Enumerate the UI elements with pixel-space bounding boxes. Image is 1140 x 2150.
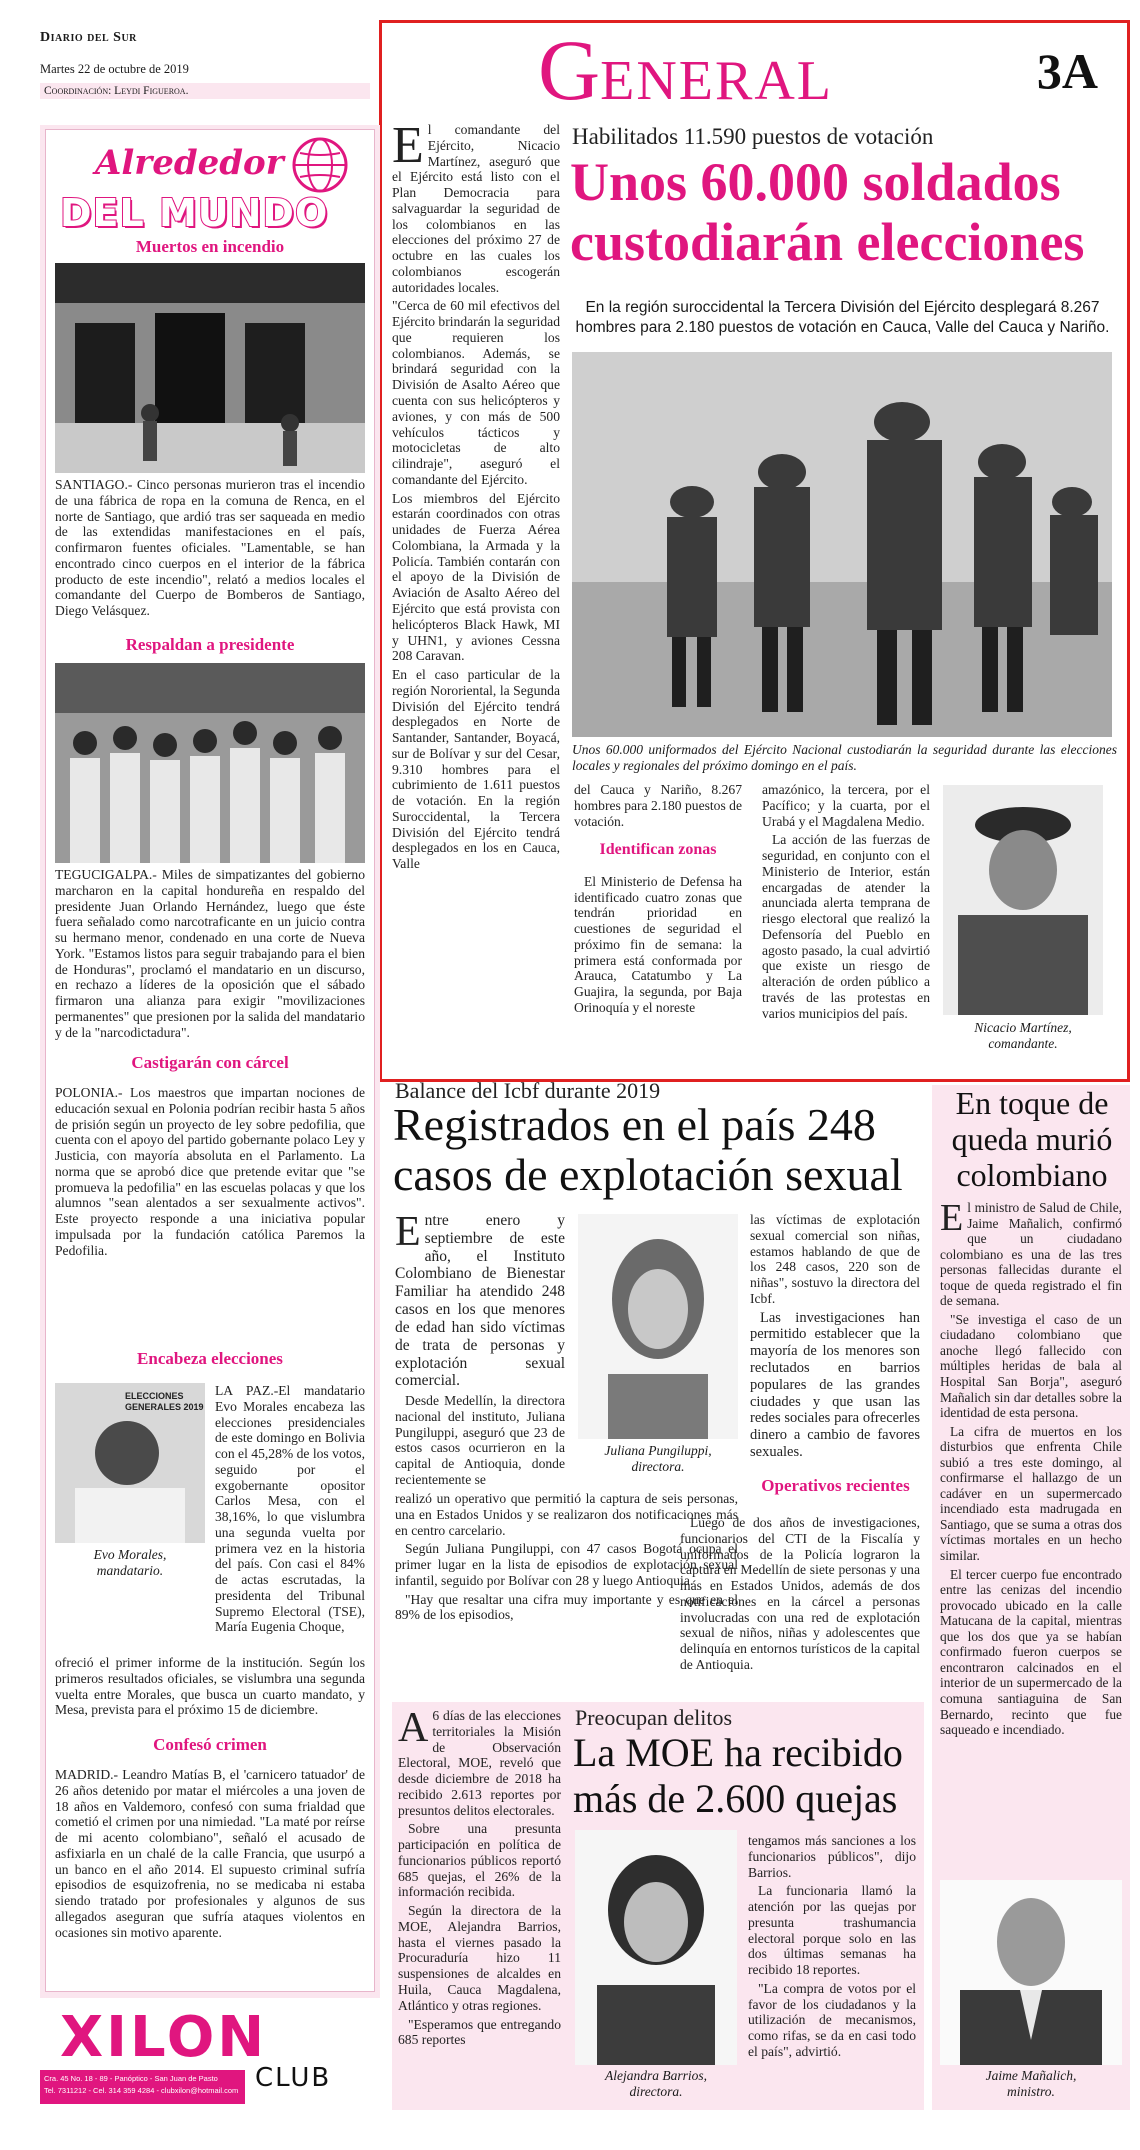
moe-col1-p3: Según la directora de la MOE, Alejandra Barrios, hasta el viernes pasado la Procuraduría hizo 11 suspensiones de alcaldes en Huila, Cauca Magdalena, Atlántico y otras regiones. bbox=[398, 1903, 561, 2013]
xilon-club-ad[interactable] bbox=[40, 2005, 380, 2110]
ad-brand: XILON bbox=[60, 2005, 268, 2070]
item-title-castigaran: Castigarán con cárcel bbox=[131, 1053, 289, 1072]
juliana-caption bbox=[578, 1443, 738, 1475]
coordination-text: Coordinación: Leydi Figueroa. bbox=[44, 85, 189, 97]
lead-col2-p1: del Cauca y Nariño, 8.267 hombres para 2.180 puestos de votación. bbox=[574, 782, 742, 829]
icbf-headline-line-2: casos de explotación sexual bbox=[393, 1149, 903, 1200]
lead-subhead: Identifican zonas bbox=[599, 841, 717, 859]
nicacio-caption-name: Nicacio Martínez, bbox=[974, 1020, 1072, 1035]
toque-headline-line-3: colombiano bbox=[956, 1157, 1108, 1193]
lead-headline-line-1: Unos 60.000 soldados bbox=[570, 152, 1061, 212]
toque-headline bbox=[937, 1085, 1127, 1193]
moe-col3-p2: La funcionaria llamó la atención por las quejas por presunta trashumancia electoral porque solo en las dos últimas semanas ha recibido 18 reportes. bbox=[748, 1883, 916, 1978]
icbf-col1-p1: ntre enero y septiembre de este año, el Instituto Colombiano de Bienestar Familiar ha atendido 248 casos en los que menores de edad han sido víctimas de trata de personas y explotación sexual comercial. bbox=[395, 1212, 565, 1390]
jaime-manalich-photo bbox=[940, 1880, 1122, 2065]
moe-kicker: Preocupan delitos bbox=[575, 1705, 733, 1730]
paper-name: Diario del Sur bbox=[40, 30, 137, 45]
item-title-confeso: Confesó crimen bbox=[153, 1735, 267, 1754]
icbf-col-1 bbox=[395, 1209, 565, 1491]
toque-p3: La cifra de muertos en los disturbios que enfrenta Chile subió a tres este domingo, al confirmarse el hallazgo de un cadáver en un supermercado incendiado esta madrugada en Santiago, que se suma a otras dos víctimas mortales en un hecho similar. bbox=[940, 1423, 1122, 1564]
manalich-caption bbox=[940, 2068, 1122, 2100]
section-header-initial: G bbox=[538, 22, 601, 118]
barrios-caption bbox=[575, 2068, 737, 2100]
icbf-headline bbox=[393, 1100, 933, 1200]
toque-p4: El tercer cuerpo fue encontrado entre las cenizas del incendio provocado ubicado en la calle Matucana de la capital, mientras que los dos que ya se habían confirmado fueron cuerpos se encontraron calcinados en el interior de un supermercado de la comuna santiaguina de San Bernardo, recinto que fue saqueado e incendiado. bbox=[940, 1566, 1122, 1738]
moe-col1-p4: "Esperamos que entregando 685 reportes bbox=[398, 2016, 561, 2048]
icbf-wide-p3: "Hay que resaltar una cifra muy importante y es que en el 89% de los episodios, bbox=[395, 1591, 738, 1623]
coordination-bar bbox=[40, 83, 370, 99]
section-header-rest: ENERAL bbox=[600, 50, 833, 112]
evo-photo-label-1: ELECCIONES bbox=[125, 1391, 184, 1401]
item-title-encabeza: Encabeza elecciones bbox=[137, 1349, 283, 1368]
world-sidebar bbox=[40, 125, 380, 1998]
ad-address-bar bbox=[40, 2070, 245, 2104]
lead-col1-p4: En el caso particular de la región Nororiental, la Segunda División del Ejército tendrá desplegados en Norte de Santander, Santander, Boyacá, sur de Bolívar y sur del Cesar, 9.310 hombres para el cubrimiento de 1.611 puestos de votación. En la región Suroccidental, la Tercera División del Ejército tendrá desplegados en los en Cauca, Valle bbox=[392, 667, 560, 872]
banner-line-2: DEL MUNDO bbox=[60, 191, 329, 235]
item-title-incendio: Muertos en incendio bbox=[135, 237, 285, 256]
evo-caption-name: Evo Morales, bbox=[93, 1547, 167, 1562]
fire-photo bbox=[55, 263, 365, 473]
icbf-col3-p1: las víctimas de explotación sexual comercial son niñas, estamos hablando de que de los 248 casos, 220 son de niñas", sostuvo la directora del Icbf. bbox=[750, 1212, 920, 1306]
item-text-incendio: SANTIAGO.- Cinco personas murieron tras el incendio de una fábrica de ropa en la comuna de Renca, en el norte de Santiago, que ardió tras ser saqueada en medio de las extendidas manifestaciones en el país, confirmaron fuentes oficiales. "Lamentable, se han encontrado cinco cuerpos en el interior de la fábrica producto de este incendio", relató a medios locales el comandante del Cuerpo de Bomberos de Santiago, Diego Velásquez. bbox=[55, 477, 365, 619]
item-title-respaldan: Respaldan a presidente bbox=[125, 635, 295, 654]
lead-col-3 bbox=[762, 782, 930, 1024]
moe-headline-line-2: más de 2.600 quejas bbox=[573, 1776, 898, 1821]
lead-col3-p2: La acción de las fuerzas de seguridad, en conjunto con el Ministerio de Interior, están encargadas de atender la anunciada alerta temprana de riesgo electoral que realizó la Defensoría del Pueblo en agosto pasado, la cual advirtió que existe un riesgo de alteración de orden público a través de las protestas en varios municipios del país. bbox=[762, 832, 930, 1021]
barrios-caption-name: Alejandra Barrios, bbox=[604, 2068, 707, 2083]
nicacio-martinez-photo bbox=[943, 785, 1103, 1015]
soldiers-photo-caption: Unos 60.000 uniformados del Ejército Nacional custodiarán la seguridad durante las elecciones locales y regionales del próximo domingo en el país. bbox=[572, 742, 1117, 774]
section-header bbox=[538, 22, 1098, 120]
icbf-col1-p2: Desde Medellín, la directora nacional del instituto, Juliana Pungiluppi, aseguró que 23 de estos casos ocurrieron en la capital de Antioquia, donde recientemente se bbox=[395, 1393, 565, 1487]
moe-col1-p1: 6 días de las elecciones territoriales la Misión de Observación Electoral, MOE, reveló que desde diciembre de 2018 ha recibido 2.613 reportes por presuntos delitos electorales. bbox=[398, 1708, 561, 1818]
lead-col3-p1: amazónico, la tercera, por el Pacífico; y la cuarta, por el Urabá y el Magdalena Medio. bbox=[762, 782, 930, 829]
toque-dropcap: E bbox=[940, 1197, 964, 1239]
juliana-pungiluppi-photo bbox=[578, 1214, 738, 1439]
moe-col1-p2: Sobre una presunta participación en política de funcionarios públicos reportó 685 quejas, el 26% de la información recibida. bbox=[398, 1821, 561, 1900]
icbf-col-3 bbox=[750, 1212, 920, 1464]
lead-col-1 bbox=[392, 117, 560, 875]
toque-headline-line-1: En toque de bbox=[955, 1085, 1109, 1121]
barrios-caption-role: directora. bbox=[629, 2084, 683, 2100]
icbf-kicker: Balance del Icbf durante 2019 bbox=[395, 1078, 661, 1103]
globe-icon bbox=[290, 135, 350, 195]
lead-headline-line-2: custodiarán elecciones bbox=[570, 212, 1085, 272]
alejandra-barrios-photo bbox=[575, 1830, 737, 2065]
lead-kicker: Habilitados 11.590 puestos de votación bbox=[572, 124, 934, 149]
icbf-headline-line-1: Registrados en el país 248 bbox=[393, 1099, 876, 1150]
evo-caption bbox=[55, 1547, 205, 1579]
lead-col1-p1: l comandante del Ejército, Nicacio Martínez, aseguró que el Ejército está listo con el Plan Democracia para salvaguardar la seguridad de los colombianos en las elecciones del próximo 27 de octubre en las cuales los colombianos escogerán autoridades locales. bbox=[392, 122, 560, 295]
evo-caption-role: mandatario. bbox=[96, 1563, 164, 1579]
item-text-confeso: MADRID.- Leandro Matías B, el 'carnicero tatuador' de 26 años detenido por matar el miércoles a una joven de 18 años en Valdemoro, confesó con suma frialdad que cometió el crimen por una nimiedad. "La maté por reírse de mi acento colombiano", señaló el acusado de asfixiarla en un chalé de la calle Francia, que usurpó a un banco en el año 2014. El supuesto criminal sufría episodios de esquizofrenia, no se medicaba ni estaba siendo tratado por profesionales y algunos de sus allegados aseguran que sufría ataques violentos en ocasiones sin motivo aparente. bbox=[55, 1767, 365, 1940]
lead-col2-p2: El Ministerio de Defensa ha identificado cuatro zonas que tendrán prioridad en cuestiones de seguridad el próximo fin de semana: la primera está conformada por Arauca, Catatumbo y La Guajira, la segunda, por Baja Orinoquía y el noreste bbox=[574, 873, 742, 1015]
item-text-respaldan: TEGUCIGALPA.- Miles de simpatizantes del gobierno marcharon en la capital hondureña en respaldo del presidente Juan Orlando Hernández, luego que éste fuera señalado como narcotraficante en un juicio contra su hermano menor, condenado en una corte de Nueva York. "Estamos listos para seguir trabajando para el bien de Honduras", proclamó el mandatario en un discurso, en rechazo a líderes de la oposición que el sábado firmaron una alianza para exigir "movilizaciones permanentes" que presionen por la salida del mandatario y de la "narcodictadura". bbox=[55, 867, 365, 1040]
masthead bbox=[40, 30, 370, 110]
icbf-op-text: Luego de dos años de investigaciones, funcionarios del CTI de la Fiscalía y uniformados de la Policía lograron la captura en Medellín de siete personas y una más en Estados Unidos, además de dos notificaciones en la cárcel a personas involucradas con una red de explotación sexual de niños, niñas y adolescentes que delinquía en entornos turísticos de la capital de Antioquia. bbox=[680, 1515, 920, 1672]
toque-p2: "Se investiga el caso de un ciudadano colombiano que anoche llegó fallecido con múltiples heridas de bala al Hospital San Borja", aseguró Mañalich sin dar detalles sobre la identidad de esta persona. bbox=[940, 1311, 1122, 1421]
ad-phones: Tel. 7311212 - Cel. 314 359 4284 - clubxilon@hotmail.com bbox=[44, 2086, 239, 2095]
moe-headline bbox=[573, 1730, 923, 1822]
icbf-subhead: Operativos recientes bbox=[761, 1476, 910, 1495]
juliana-caption-name: Juliana Pungiluppi, bbox=[604, 1443, 712, 1458]
icbf-col3-p2: Las investigaciones han permitido establecer que la mayoría de los menores son reclutados en barrios populares de las grandes ciudades y que usan las redes sociales para ofrecerles dinero a cambio de favores sexuales. bbox=[750, 1309, 920, 1461]
issue-date: Martes 22 de octubre de 2019 bbox=[40, 62, 189, 76]
manalich-caption-name: Jaime Mañalich, bbox=[985, 2068, 1077, 2083]
banner-line-1: Alrededor bbox=[95, 143, 284, 183]
lead-dropcap: E bbox=[392, 117, 424, 174]
moe-col-1 bbox=[398, 1705, 561, 2051]
rally-photo bbox=[55, 663, 365, 863]
lead-deck: En la región suroccidental la Tercera División del Ejército desplegará 8.267 hombres para 2.180 puestos de votación en Cauca, Valle del Cauca y Nariño. bbox=[575, 299, 1110, 337]
lead-headline bbox=[570, 152, 1115, 272]
icbf-wide-p2: Según Juliana Pungiluppi, con 47 casos Bogotá ocupa el primer lugar en la lista de episodios de explotación sexual infantil, seguido por Bolívar con 28 y luego Antioquia. bbox=[395, 1541, 738, 1588]
evo-photo-label-2: GENERALES 2019 bbox=[125, 1402, 204, 1412]
lead-col1-p2: "Cerca de 60 mil efectivos del Ejército brindarán la seguridad que requieren los colombianos. Además, se brindará seguridad con la División de Asalto Aéreo que cuenta con sus helicópteros y aviones, y con más de 500 vehículos tácticos y motocicletas de alto cilindraje", aseguró el comandante del Ejército. bbox=[392, 298, 560, 487]
toque-body bbox=[940, 1197, 1122, 1741]
moe-col3-p3: "La compra de votos por el favor de los ciudadanos y la utilización de mecanismos, como rifas, se da en casi todo el país", advirtió. bbox=[748, 1980, 916, 2059]
soldiers-photo bbox=[572, 352, 1112, 737]
manalich-caption-role: ministro. bbox=[1007, 2084, 1055, 2100]
moe-col3-p1: tengamos más sanciones a los funcionarios públicos", dijo Barrios. bbox=[748, 1833, 916, 1880]
moe-dropcap: A bbox=[398, 1705, 429, 1751]
nicacio-caption-role: comandante. bbox=[988, 1036, 1058, 1052]
lead-col-2 bbox=[574, 782, 742, 1019]
item-text-castigaran: POLONIA.- Los maestros que impartan nociones de educación sexual en Polonia podrían recibir hasta 5 años de prisión según un proyecto de ley sobre pedofilia, que cuenta con el apoyo del partido gobernante polaco Ley y Justicia, con mayoría absoluta en el Parlamento. La norma que se aprobó dice que pretende evitar que "se promueva la pedofilia" en las escuelas polacas y que los alumnos "sean alentados a ser sexualmente activos". Este proyecto responde a una iniciativa popular impulsada por la fundación católica Paremos la Pedofilia. bbox=[55, 1085, 365, 1258]
item-text-encabeza-full: ofreció el primer informe de la institución. Según los primeros resultados oficiales, se vislumbra una segunda vuelta entre Morales, que busca un cuarto mandato, y Mesa, prevista para el próximo 15 de diciembre. bbox=[55, 1655, 365, 1718]
nicacio-caption bbox=[943, 1020, 1103, 1052]
juliana-caption-role: directora. bbox=[631, 1459, 685, 1475]
item-text-encabeza-side: LA PAZ.-El mandatario Evo Morales encabeza las elecciones presidenciales de este domingo en Bolivia con el 45,28% de los votos, seguido por el exgobernante opositor Carlos Mesa, con el 38,16%, lo que vislumbra una segunda vuelta por primera vez en la historia del país. Con casi el 84% de actas escrutadas, la presidenta del Tribunal Supremo Electoral (TSE), María Eugenia Choque, bbox=[215, 1383, 365, 1635]
icbf-wide-p1: realizó un operativo que permitió la captura de seis personas, una en Estados Unidos y se realizaron dos notificaciones más en centro carcelario. bbox=[395, 1491, 738, 1538]
icbf-dropcap: E bbox=[395, 1209, 421, 1255]
world-banner bbox=[55, 135, 365, 245]
moe-headline-line-1: La MOE ha recibido bbox=[573, 1730, 903, 1775]
lead-col1-p3: Los miembros del Ejército estarán coordinados con otras unidades de Fuerza Aérea Colombiana, la Armada y la Policía. También contarán con el apoyo de la División de Aviación de Asalto Aéreo del Ejército que está provista con helicópteros Black Hawk, MI y UHN1, y aviones Cessna 208 Caravan. bbox=[392, 490, 560, 664]
toque-p1: l ministro de Salud de Chile, Jaime Mañalich, confirmó que un ciudadano colombiano es una de las tres personas fallecidas durante el toque de queda registrado el fin de semana. bbox=[940, 1200, 1122, 1309]
moe-col-3 bbox=[748, 1833, 916, 2063]
ad-address: Cra. 45 No. 18 - 89 - Panóptico - San Juan de Pasto bbox=[44, 2074, 218, 2083]
evo-morales-photo bbox=[55, 1383, 205, 1543]
toque-headline-line-2: queda murió bbox=[951, 1121, 1113, 1157]
page-number: 3A bbox=[1036, 43, 1098, 99]
ad-sub: CLUB bbox=[255, 2063, 332, 2093]
